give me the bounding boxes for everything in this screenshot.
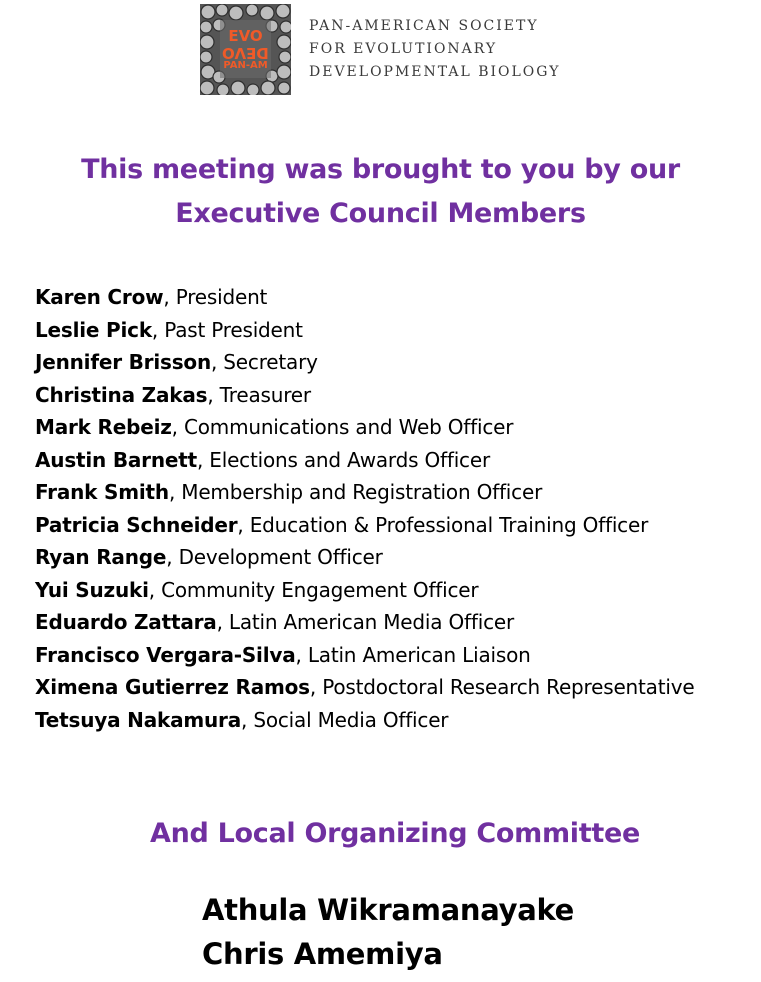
member-role: , Elections and Awards Officer [196, 447, 490, 472]
member-name: Yui Suzuki [35, 577, 149, 602]
page-title-line-1: This meeting was brought to you by our [81, 154, 680, 185]
member-role: , Postdoctoral Research Representative [309, 675, 695, 699]
member-name: Francisco Vergara-Silva [35, 642, 296, 667]
executive-council-list [35, 281, 755, 736]
member-name: Christina Zakas [35, 382, 208, 407]
society-name-line: DEVELOPMENTAL BIOLOGY [309, 64, 561, 80]
society-logo [200, 4, 291, 95]
member-entry [35, 639, 755, 672]
member-name: Ximena Gutierrez Ramos [35, 675, 310, 699]
member-entry [35, 671, 755, 704]
member-entry [35, 379, 755, 412]
logo-wordmark [200, 4, 291, 95]
member-entry [35, 704, 755, 737]
member-entry [35, 606, 755, 639]
member-role: , Latin American Liaison [295, 642, 531, 667]
member-role: , Community Engagement Officer [148, 577, 479, 602]
logo-panam-text: PAN-AM [223, 59, 268, 71]
member-name: Mark Rebeiz [35, 415, 172, 439]
committee-member-name: Chris Amemiya [202, 937, 443, 971]
member-name: Karen Crow [35, 285, 164, 309]
logo-devo-text: DEVO [222, 43, 269, 62]
society-name [309, 15, 560, 84]
member-entry [35, 509, 755, 542]
member-entry [35, 314, 755, 347]
member-entry [35, 346, 755, 379]
member-role: , Treasurer [207, 382, 311, 407]
local-committee-list [202, 888, 574, 976]
committee-member-name: Athula Wikramanayake [202, 893, 575, 927]
member-role: , President [163, 285, 268, 309]
member-name: Leslie Pick [35, 317, 152, 342]
member-role: , Secretary [210, 350, 318, 374]
member-entry [35, 444, 755, 477]
member-role: , Past President [151, 317, 303, 342]
member-entry [35, 476, 755, 509]
society-name-line: PAN-AMERICAN SOCIETY [309, 18, 539, 34]
member-entry [35, 541, 755, 574]
member-role: , Education & Professional Training Officer [237, 512, 649, 537]
member-name: Tetsuya Nakamura [35, 707, 242, 732]
member-role: , Latin American Media Officer [216, 610, 514, 634]
page-title-line-2: Executive Council Members [175, 198, 586, 229]
society-name-line: FOR EVOLUTIONARY [309, 41, 498, 57]
logo-evo-text: EVO [228, 26, 263, 45]
page-title [0, 148, 761, 236]
member-entry [35, 411, 755, 444]
member-name: Frank Smith [35, 480, 169, 504]
member-name: Patricia Schneider [35, 512, 238, 537]
member-entry [35, 574, 755, 607]
member-role: , Development Officer [166, 545, 383, 569]
member-name: Ryan Range [35, 545, 167, 569]
member-name: Jennifer Brisson [35, 350, 211, 374]
member-name: Eduardo Zattara [35, 610, 217, 634]
member-name: Austin Barnett [35, 447, 197, 472]
member-role: , Communications and Web Officer [171, 415, 514, 439]
local-committee-heading: And Local Organizing Committee [149, 818, 640, 849]
member-entry [35, 281, 755, 314]
member-role: , Social Media Officer [241, 707, 449, 732]
member-role: , Membership and Registration Officer [168, 480, 543, 504]
